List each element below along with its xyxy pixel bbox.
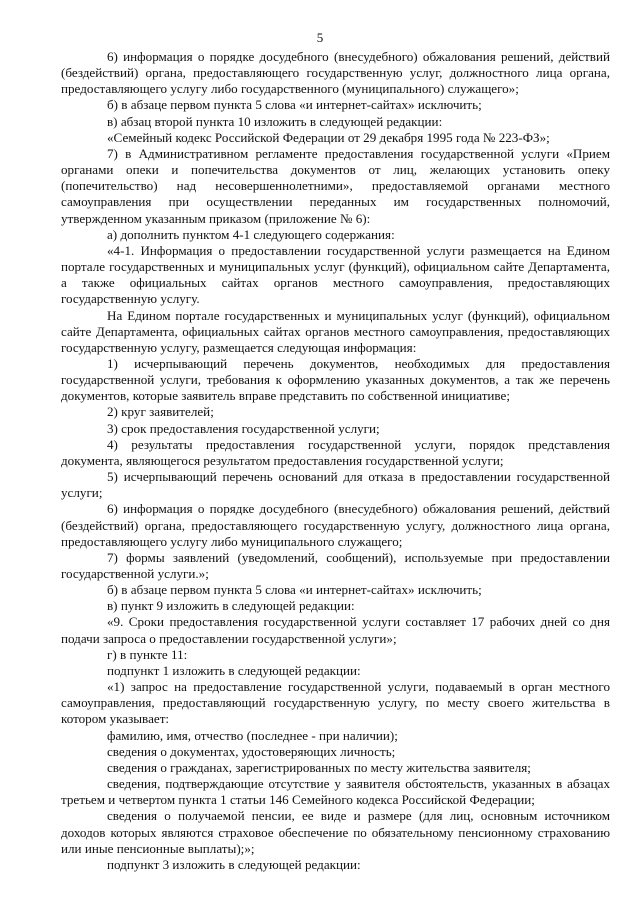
paragraph: 4) результаты предоставления государственной услуги, порядок представления документа, являющегося результатом предоставления государственной услуги;: [61, 436, 610, 468]
paragraph: «4-1. Информация о предоставлении государственной услуги размещается на Едином портале государственных и муниципальных услуг (функций), официальном сайте Департамента, а также официальных сайтах органов местного самоуправления, предоставляющих государственную услугу.: [61, 242, 610, 307]
paragraph: подпункт 3 изложить в следующей редакции:: [107, 856, 361, 872]
paragraph: 7) в Административном регламенте предоставления государственной услуги «Прием органами опеки и попечительства документов от лиц, желающих установить опеку (попечительство) над несовершеннолетними», предоставляемой органами местного самоуправления при осуществлении переданных им государственных полномочий, утвержденном указанным приказом (приложение № 6):: [61, 145, 610, 226]
paragraph: «1) запрос на предоставление государственной услуги, подаваемый в орган местного самоуправления, предоставляющий государственную услугу, по месту своего жительства в котором указывает:: [61, 679, 610, 727]
paragraph: фамилию, имя, отчество (последнее - при наличии);: [107, 727, 398, 743]
paragraph: б) в абзаце первом пункта 5 слова «и интернет-сайтах» исключить;: [107, 582, 482, 598]
document-body: [61, 49, 610, 873]
paragraph: сведения о получаемой пенсии, ее виде и размере (для лиц, основным источником доходов которых являются страховое обеспечение по обязательному пенсионному страхованию или иные пенсионные выплаты);»;: [61, 808, 610, 856]
paragraph: 1) исчерпывающий перечень документов, необходимых для предоставления государственной услуги, требования к оформлению указанных документов, а так же перечень документов, которые заявитель вправе представить по собственной инициативе;: [61, 355, 610, 404]
paragraph: 6) информация о порядке досудебного (внесудебного) обжалования решений, действий (бездействий) органа, предоставляющего государственную услугу, должностного лица органа, предоставляющего услугу либо муниципального служащего;: [61, 501, 610, 549]
paragraph: 5) исчерпывающий перечень оснований для отказа в предоставлении государственной услуги;: [61, 469, 610, 501]
page-number: 5: [316, 30, 324, 45]
paragraph: «Семейный кодекс Российской Федерации от 29 декабря 1995 года № 223-ФЗ»;: [107, 129, 550, 145]
paragraph: сведения о гражданах, зарегистрированных по месту жительства заявителя;: [107, 759, 531, 775]
paragraph: сведения, подтверждающие отсутствие у заявителя обстоятельств, указанных в абзацах третьем и четвертом пункта 1 статьи 146 Семейного кодекса Российской Федерации;: [61, 776, 610, 808]
paragraph: 2) круг заявителей;: [107, 404, 214, 420]
paragraph: подпункт 1 изложить в следующей редакции:: [107, 662, 361, 678]
paragraph: На Едином портале государственных и муниципальных услуг (функций), официальном сайте Департамента, официальных сайтах органов местного самоуправления, предоставляющих государственную услугу, размещается следующая информация:: [61, 307, 610, 355]
paragraph: г) в пункте 11:: [107, 646, 188, 662]
paragraph: 3) срок предоставления государственной услуги;: [107, 420, 380, 436]
paragraph: сведения о документах, удостоверяющих личность;: [107, 743, 396, 759]
paragraph: в) абзац второй пункта 10 изложить в следующей редакции:: [107, 113, 443, 129]
paragraph: б) в абзаце первом пункта 5 слова «и интернет-сайтах» исключить;: [107, 97, 482, 113]
paragraph: 6) информация о порядке досудебного (внесудебного) обжалования решений, действий (бездействий) органа, предоставляющего государственную услуг, должностного лица органа, предоставляющего услугу либо государственного (муниципального) служащего»;: [61, 49, 610, 97]
paragraph: в) пункт 9 изложить в следующей редакции:: [107, 598, 355, 614]
paragraph: 7) формы заявлений (уведомлений, сообщений), используемые при предоставлении государственной услуги.»;: [61, 549, 610, 581]
paragraph: а) дополнить пунктом 4-1 следующего содержания:: [107, 226, 395, 242]
paragraph: «9. Сроки предоставления государственной услуги составляет 17 рабочих дней со дня подачи запроса о предоставлении государственной услуги»;: [61, 614, 610, 646]
